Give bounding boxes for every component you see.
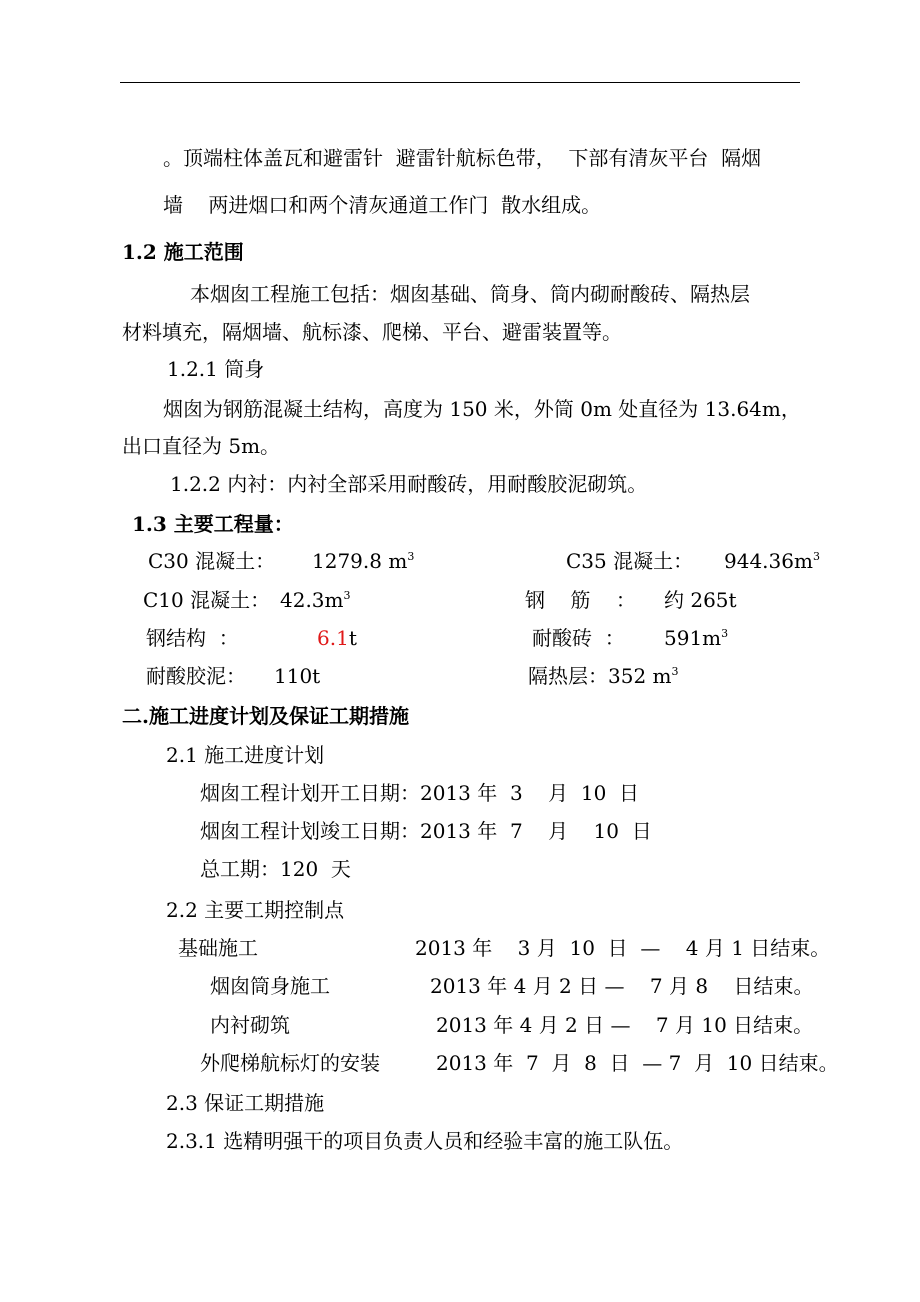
qty-acid-mortar-value: 110t: [274, 664, 321, 688]
qty-c35-label: C35 混凝土：: [566, 549, 694, 573]
section-1-2-1-heading: 1.2.1 筒身: [167, 357, 265, 381]
section-2-3-1: 2.3.1 选精明强干的项目负责人员和经验丰富的施工队伍。: [166, 1129, 684, 1153]
section-2-2-heading: 2.2 主要工期控制点: [166, 898, 345, 922]
planned-start-date: 烟囱工程计划开工日期：2013 年 3 月 10 日: [200, 781, 640, 805]
milestone-dates-lining: 2013 年 4 月 2 日 — 7 月 10 日结束。: [436, 1013, 814, 1037]
qty-c30-value: 1279.8 $m^3$: [312, 549, 415, 573]
qty-acid-brick-label: 耐酸砖 ：: [532, 626, 625, 650]
qty-acid-mortar-label: 耐酸胶泥：: [146, 664, 246, 688]
section-2-heading: 二.施工进度计划及保证工期措施: [122, 704, 409, 728]
milestone-name-lining: 内衬砌筑: [210, 1013, 290, 1037]
intro-line-1: 。顶端柱体盖瓦和避雷针 避雷针航标色带， 下部有清灰平台 隔烟: [163, 146, 762, 170]
qty-steel-structure-value: 6.1t: [317, 626, 357, 650]
milestone-name-ladder-lights: 外爬梯航标灯的安装: [200, 1051, 380, 1075]
shell-paragraph-line-2: 出口直径为 5m。: [122, 434, 281, 458]
qty-steel-structure-label: 钢结构 ：: [146, 626, 239, 650]
shell-paragraph-line-1: 烟囱为钢筋混凝土结构，高度为 150 米，外筒 0m 处直径为 13.64m，: [163, 397, 801, 421]
planned-end-date: 烟囱工程计划竣工日期：2013 年 7 月 10 日: [200, 819, 652, 843]
milestone-name-foundation: 基础施工: [178, 936, 258, 960]
qty-c35-value: $944.36m^3$: [724, 549, 820, 573]
header-rule: [120, 82, 800, 83]
milestone-dates-shell: 2013 年 4 月 2 日 — 7 月 8 日结束。: [430, 974, 814, 998]
milestone-dates-ladder-lights: 2013 年 7 月 8 日 — 7 月 10 日结束。: [436, 1051, 839, 1075]
section-1-2-heading: 1.2 施工范围: [122, 240, 244, 264]
section-2-1-heading: 2.1 施工进度计划: [166, 743, 325, 767]
total-duration: 总工期：120 天: [200, 857, 351, 881]
qty-c10-value: $42.3m^3$: [280, 588, 351, 612]
intro-line-2: 墙 两进烟口和两个清灰通道工作门 散水组成。: [163, 193, 602, 217]
qty-rebar-label: 钢 筋 ：: [525, 588, 636, 612]
qty-c30-label: C30 混凝土：: [148, 549, 276, 573]
milestone-dates-foundation: 2013 年 3 月 10 日 — 4 月 1 日结束。: [415, 936, 831, 960]
section-1-2-2-lining: 1.2.2 内衬：内衬全部采用耐酸砖，用耐酸胶泥砌筑。: [170, 472, 648, 496]
milestone-name-shell: 烟囱筒身施工: [210, 974, 330, 998]
scope-paragraph-line-1: 本烟囱工程施工包括：烟囱基础、筒身、筒内砌耐酸砖、隔热层: [190, 282, 750, 306]
qty-acid-brick-value: $591m^3$: [664, 626, 729, 650]
qty-insulation: 隔热层：352 $m^3$: [528, 664, 679, 688]
qty-c10-label: C10 混凝土：: [143, 588, 271, 612]
section-1-3-heading: 1.3 主要工程量：: [132, 512, 294, 536]
qty-rebar-value: 约 265t: [664, 588, 737, 612]
section-2-3-heading: 2.3 保证工期措施: [166, 1091, 325, 1115]
scope-paragraph-line-2: 材料填充，隔烟墙、航标漆、爬梯、平台、避雷装置等。: [122, 320, 622, 344]
